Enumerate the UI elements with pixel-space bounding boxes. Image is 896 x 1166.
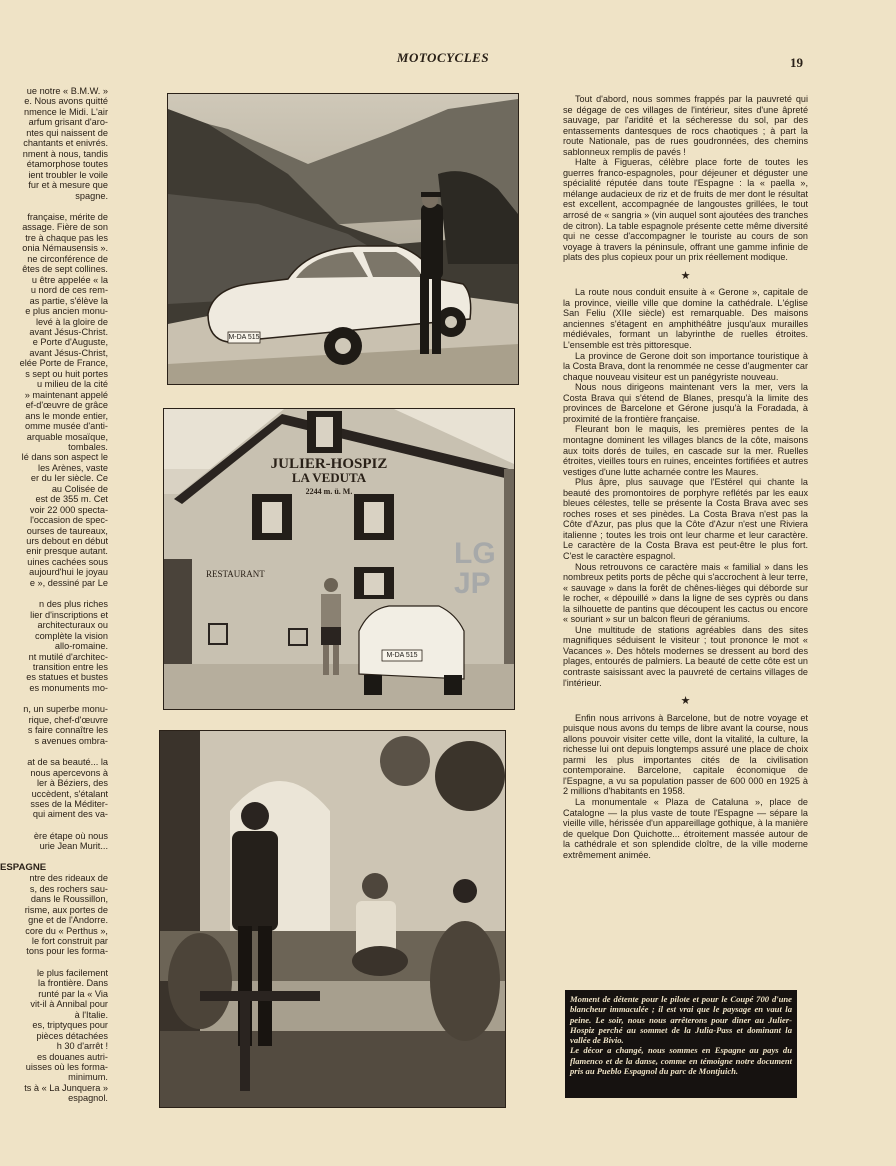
license-plate: M-DA 515 bbox=[228, 334, 260, 341]
left-paragraph: n des plus riches lier d'inscriptions et architecturaux ou complète la vision allo-romaine. nt mutilé d'architec- transition entre les es statues et bustes es monuments mo- bbox=[26, 599, 108, 693]
body-paragraph: Nous retrouvons ce caractère mais « familial » dans les nombreux petits ports de pêche qui s'accrochent à leur terre, « sauvage » dans la forêt de chênes-lièges qui déborde sur le rocher, « dépouillé » dans la ligne de ses cyprès ou dans la silhouette de pantins que découpent les cactus ou encore « souriant » sur un balcon fleuri de géraniums. bbox=[563, 561, 808, 625]
section-separator-star: ★ bbox=[680, 695, 691, 708]
caption-part1: Moment de détente pour le pilote et pour le Coupé 700 d'une blancheur immaculée ; il est vrai que le paysage en vaut la peine. Le soir, nous nous arrêterons pour diner au Julier-Hospiz perché au sommet de la Julia-Pass et dominant la vallée de Bivio. bbox=[570, 994, 792, 1046]
flamenco-scene-image bbox=[160, 731, 505, 1107]
watermark: LG JP bbox=[454, 537, 496, 600]
mountain-road-car-photo bbox=[167, 93, 519, 385]
left-paragraph: française, mérite de assage. Fière de son tre à chaque pas les onia Némausensis ». ne circonférence de êtes de sept collines. u être appelée « la u nord de ces rem- as partie, s'élève la e plus ancien monu- levé à la gloire de avant Jésus-Christ. e Porte d'Auguste, avant Jésus-Christ, elée Porte de France, s sept ou huit portes u milieu de la cité » maintenant appelé ef-d'œuvre de grâce ans le monde entier, omme musée d'anti- arquable mosaïque, tombales. lé dans son aspect le les Arènes, vaste er du Ier siècle. Ce au Colisée de est de 355 m. Cet voir 22 000 specta- l'occasion de spec- ourses de taureaux, urs debout en début enir presque autant. uines cachées sous aujourd'hui le joyau e », dessiné par Le bbox=[19, 211, 108, 588]
left-text-column bbox=[0, 86, 108, 1146]
caption-part2: Le décor a changé, nous sommes en Espagne au pays du flamenco et de la danse, comme en témoigne notre document pris au Pueblo Espagnol du parc de Montjuich. bbox=[570, 1045, 792, 1077]
body-paragraph: Halte à Figueras, célèbre place forte de toutes les guerres franco-espagnoles, pour déjeuner et déguster une spécialité réputée dans toute l'Espagne : la « paella », mélange audacieux de riz et de fruits de mer dont le résultat est excellent, accompagnée de langoustes grillées, le tout arrosé de « sangria » (vin auquel sont ajoutées des tranches de citron). La table espagnole présente cette même diversité qui ne cesse d'accompagner le touriste au cours de son voyage à travers la péninsule, offrant une gamme infinie de plats des plus copieux pour un prix réellement modique. bbox=[563, 157, 808, 263]
body-paragraph: Plus âpre, plus sauvage que l'Estérel qui chante la beauté des promontoires de porphyre reflétés par les eaux bleues célestes, telle se présente la Costa Brava avec ses roches roses et ses pinèdes. La Costa Brava n'est pas la Côte d'Azur, pas plus que la Côte d'Azur n'est une Riviera italienne ; toutes les trois ont leur charme et leur caractère. Le caractère de la Costa Brava est peut-être le plus fort. C'est le caractère espagnol. bbox=[563, 477, 808, 561]
section-separator-star: ★ bbox=[680, 269, 691, 282]
body-paragraph: Enfin nous arrivons à Barcelone, but de notre voyage et puisque nous avons du temps de libre avant la course, nous allons pouvoir visiter cette ville, dont la vitalité, la culture, la richesse lui ont depuis longtemps assuré une place de choix parmi les plus importantes cités de la civilisation contemporaine. Barcelone, capitale économique de l'Espagne, a vu sa population passer de 600 000 en 1925 à 2 millions d'habitants en 1958. bbox=[563, 712, 808, 797]
body-paragraph: La province de Gerone doit son importance touristique à la Costa Brava, dont la renommée ne cesse d'augmenter car chaque nouveau visiteur est un panégyriste nouveau. bbox=[563, 350, 808, 382]
running-header: MOTOCYCLES bbox=[396, 50, 490, 65]
left-paragraph: ntre des rideaux de s, des rochers sau- dans le Roussillon, risme, aux portes de gne et de l'Andorre. core du « Perthus », le fort construit par tons pour les forma- bbox=[24, 873, 108, 957]
left-paragraph: ue notre « B.M.W. » e. Nous avons quitté nmence le Midi. L'air arfum grisant d'aro- ntes qui naissent de chantants et enivrés. nment à nous, tandis étamorphose toutes ient troubler le voile fur et à mesure que spagne. bbox=[22, 86, 108, 201]
photo-caption bbox=[565, 990, 797, 1098]
left-paragraph: ère étape où nous urie Jean Murit... bbox=[33, 830, 108, 852]
page-number: 19 bbox=[790, 55, 803, 70]
right-text-column bbox=[563, 94, 808, 860]
left-paragraph: n, un superbe monu- rique, chef-d'œuvre s faire connaître les s avenues ombra- bbox=[23, 704, 108, 746]
hotel-facade-photo bbox=[163, 408, 515, 710]
license-plate: M-DA 515 bbox=[386, 652, 418, 659]
hotel-sign bbox=[259, 457, 399, 499]
restaurant-sign: RESTAURANT bbox=[206, 569, 265, 579]
hotel-sign-line3: 2244 m. ü. M. bbox=[305, 487, 353, 496]
hotel-sign-line2: LA VEDUTA bbox=[291, 470, 367, 485]
body-paragraph: Tout d'abord, nous sommes frappés par la pauvreté qui se dégage de ces villages de l'intérieur, sites d'une âpreté sauvage, par l'aridité et la sécheresse du sol, par des entassements dantesques de rocs chaotiques ; à part la route Nationale, pas de rues goudronnées, des chemins sablonneux remplis de pavés ! bbox=[563, 94, 808, 157]
section-heading: ESPAGNE bbox=[0, 861, 47, 873]
left-paragraph: le plus facilement la frontière. Dans runté par la « Via vit-il à Annibal pour à l'Italie. es, triptyques pour pièces détachées h 30 d'arrêt ! es douanes autri- uisses où les forma- minimum. ts à « La Junquera » espagnol. bbox=[24, 967, 108, 1104]
body-paragraph: Nous nous dirigeons maintenant vers la mer, vers la Costa Brava qui s'étend de Blanes, presqu'à la limite des provinces de Barcelone et Gérone jusqu'à la Foradada, à proximité de la frontière française. bbox=[563, 382, 808, 424]
body-paragraph: La monumentale « Plaza de Cataluna », place de Catalogne — la plus vaste de toute l'Espagne — sépare la vieille ville, hérissée d'un appareillage gothique, à la manière de quelque Don Quichotte... étroitement massée autour de la cathédrale et son splendide cloître, de la ville moderne extrêmement animée. bbox=[563, 797, 808, 860]
mountain-road-car-image bbox=[168, 94, 518, 384]
body-paragraph: Une multitude de stations agréables dans des sites magnifiques séduisent le visiteur ; tout prononce le mot « Vacances ». Des hôtels modernes se dressent au bord des plages, entourés de palmiers. La beauté de cette côte est un contraste saisissant avec la pauvreté de certains villages de l'intérieur. bbox=[563, 624, 808, 688]
body-paragraph: La route nous conduit ensuite à « Gerone », capitale de la province, vieille ville que domine la cathédrale. L'église San Feliu (XIIe siècle) est remarquable. Des maisons anciennes s'étagent en amphithéâtre jusqu'aux murailles médiévales, formant un labyrinthe de ruelles étroites. L'ensemble est très pittoresque. bbox=[563, 287, 808, 351]
hotel-sign-line1: JULIER-HOSPIZ bbox=[270, 456, 388, 472]
left-paragraph: at de sa beauté... la nous apercevons à ler à Béziers, des uccèdent, s'étalant sses de la Méditer- qui aiment des va- bbox=[27, 757, 108, 820]
flamenco-scene-photo bbox=[159, 730, 506, 1108]
body-paragraph: Fleurant bon le maquis, les premières pentes de la montagne dominent les villages blancs de la côte, maisons aux toits dorés de tuiles, en cascade sur la mer. Ruelles étroites, vieilles tours en ruines, enceintes fortifiées et autres vestiges d'une lutte acharnée contre les Maures. bbox=[563, 424, 808, 477]
